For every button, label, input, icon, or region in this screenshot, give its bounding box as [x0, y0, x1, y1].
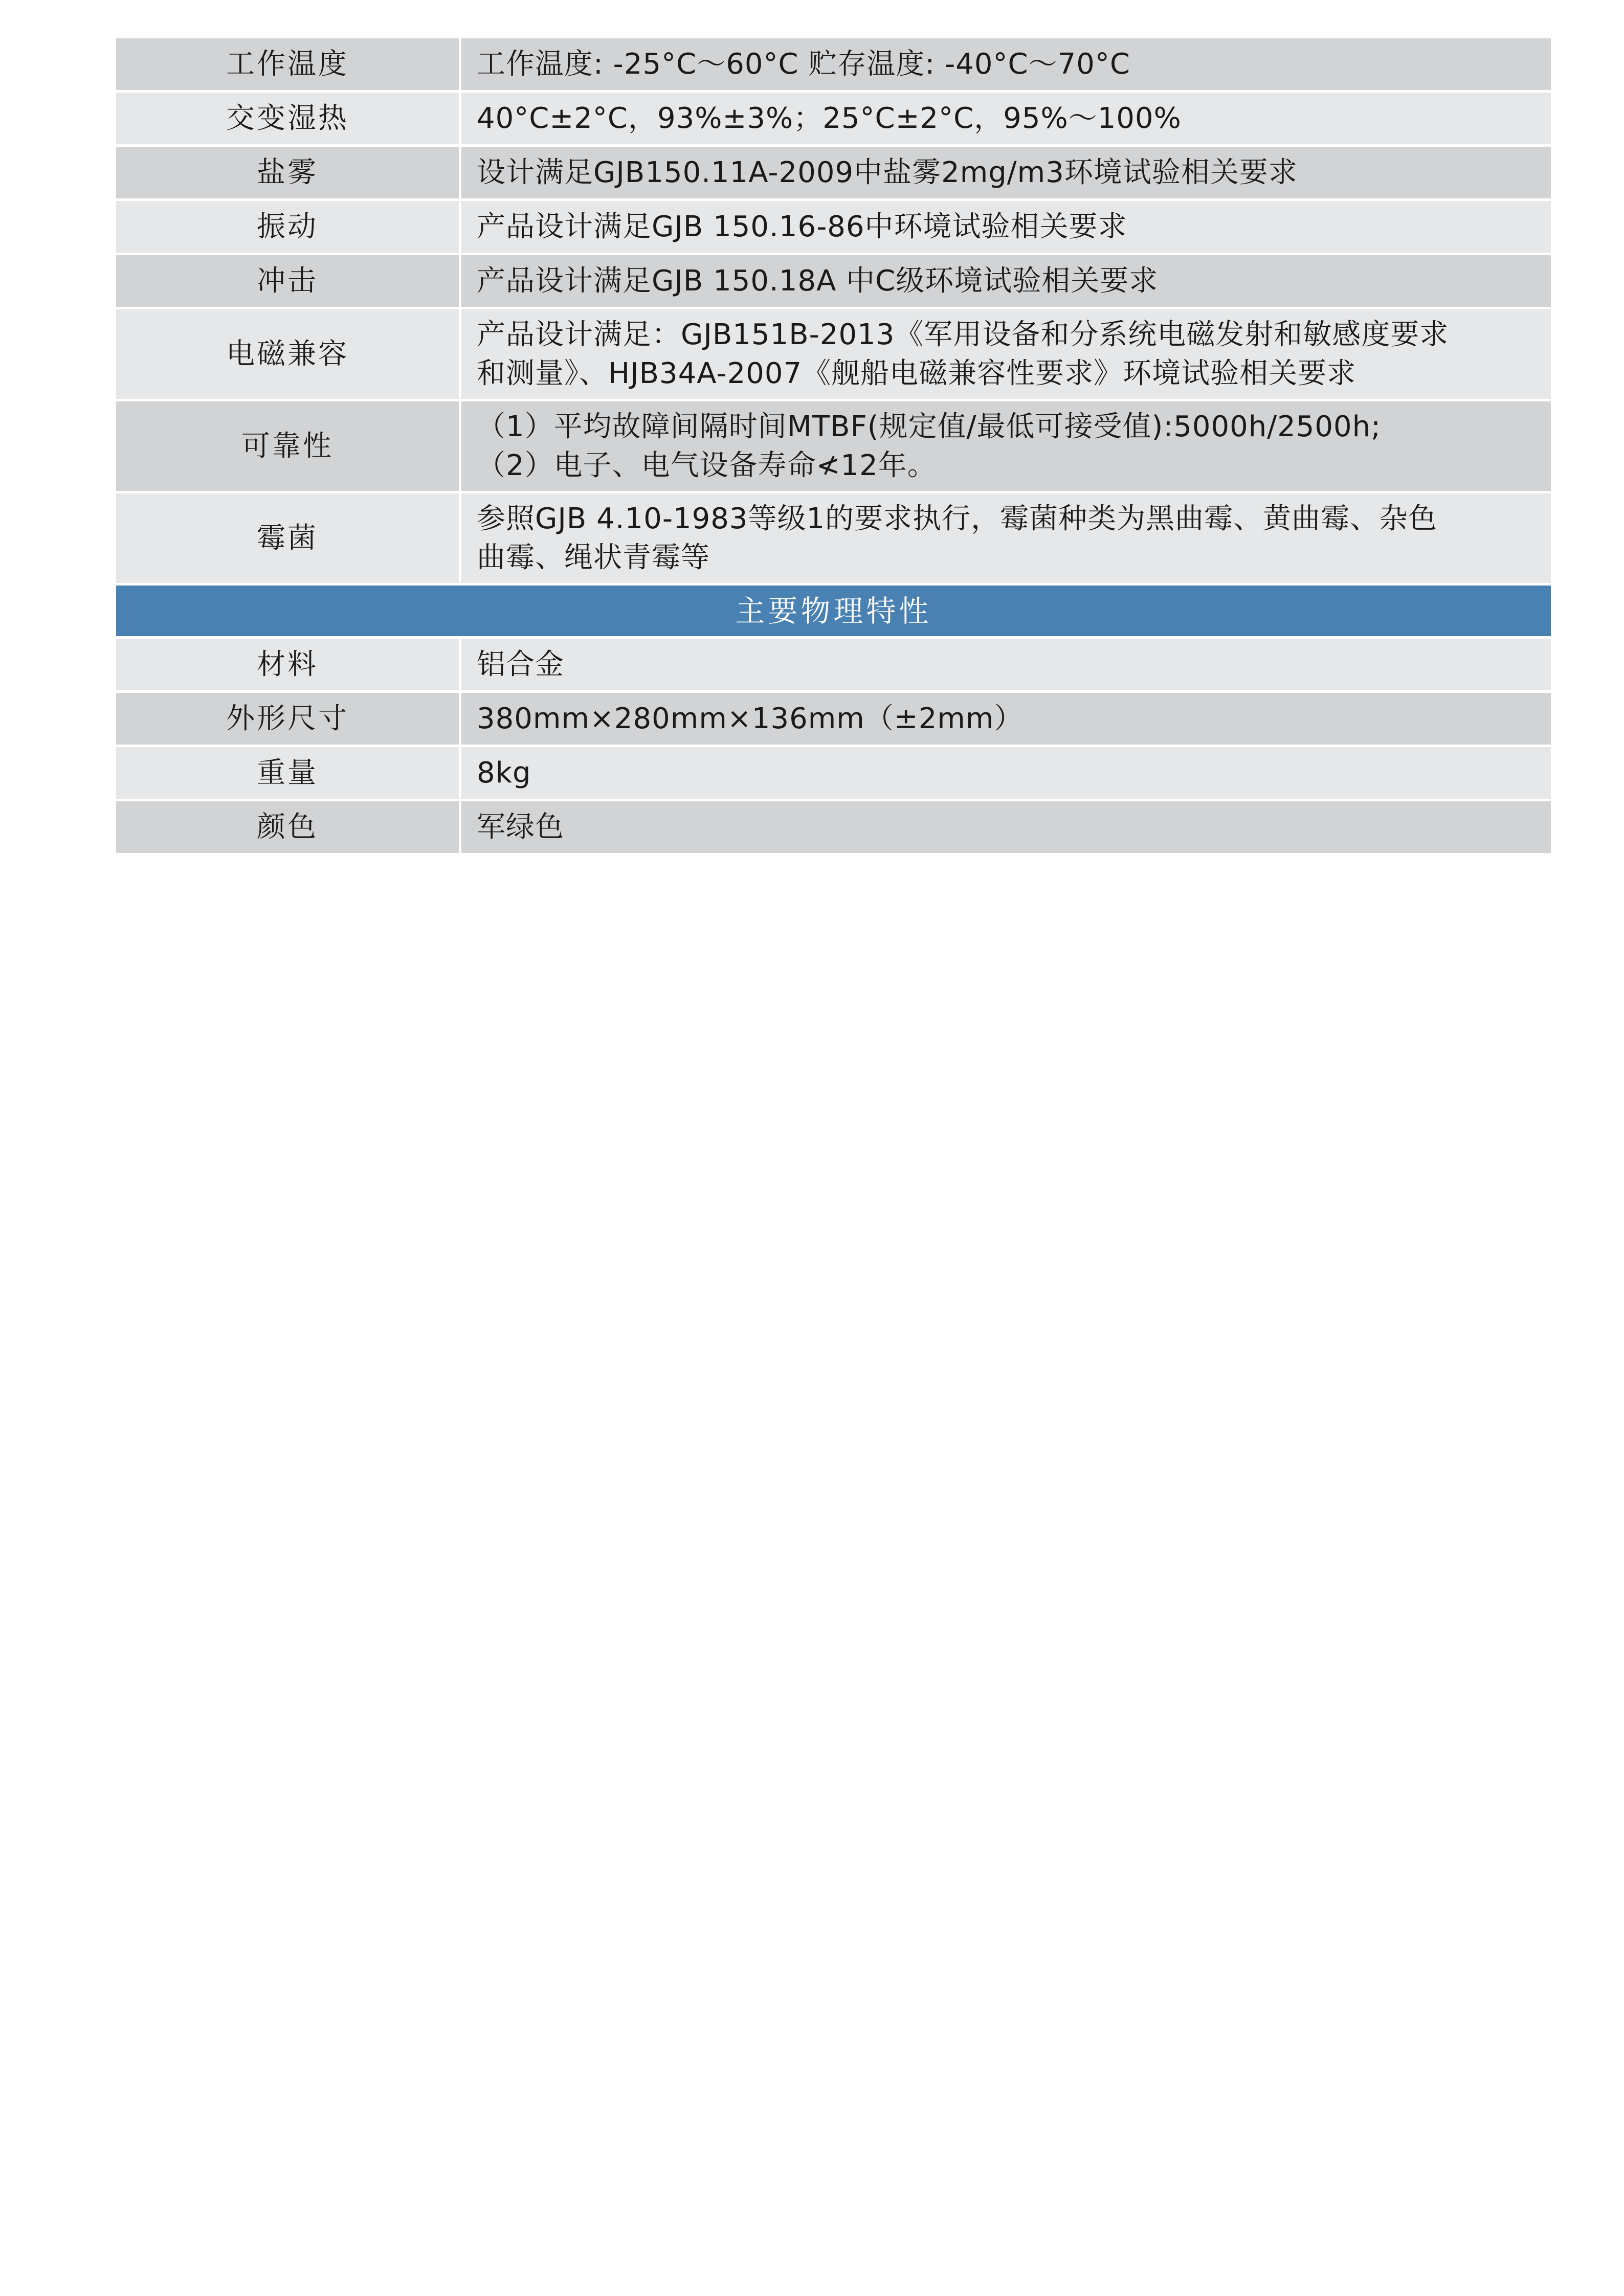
spec-label: 材料: [115, 638, 460, 692]
spec-value-line: 设计满足GJB150.11A-2009中盐雾2mg/m3环境试验相关要求: [477, 155, 1298, 189]
spec-row-material: [115, 638, 1552, 692]
spec-value-line: 工作温度: -25°C～60°C 贮存温度: -40°C～70°C: [477, 47, 1130, 81]
spec-label: 颜色: [115, 800, 460, 854]
spec-row-color: [115, 800, 1552, 854]
spec-row-mold: [115, 492, 1552, 584]
spec-value: [460, 92, 1552, 146]
spec-row-vibration: [115, 200, 1552, 254]
spec-label: 盐雾: [115, 146, 460, 200]
spec-value-line: 40°C±2°C，93%±3%；25°C±2°C，95%～100%: [477, 101, 1182, 135]
spec-value-line: 产品设计满足GJB 150.16-86中环境试验相关要求: [477, 210, 1127, 243]
section-header-title: 主要物理特性: [115, 584, 1552, 638]
spec-label: 霉菌: [115, 492, 460, 584]
spec-row-operating-temperature: [115, 37, 1552, 92]
spec-row-reliability: [115, 400, 1552, 492]
spec-label: 外形尺寸: [115, 692, 460, 746]
spec-label: 冲击: [115, 254, 460, 308]
spec-value: [460, 492, 1552, 584]
spec-row-damp-heat: [115, 92, 1552, 146]
spec-row-emc: [115, 308, 1552, 400]
spec-row-shock: [115, 254, 1552, 308]
spec-value: [460, 308, 1552, 400]
spec-row-salt-fog: [115, 146, 1552, 200]
spec-value: 380mm×280mm×136mm（±2mm）: [460, 692, 1552, 746]
spec-value: 8kg: [460, 746, 1552, 800]
spec-label: 重量: [115, 746, 460, 800]
spec-value: 铝合金: [460, 638, 1552, 692]
spec-value-line: 曲霉、绳状青霉等: [477, 541, 710, 574]
spec-value-line: （1）平均故障间隔时间MTBF(规定值/最低可接受值):5000h/2500h;: [477, 410, 1381, 443]
spec-value: [460, 146, 1552, 200]
spec-label: 交变湿热: [115, 92, 460, 146]
spec-value: [460, 400, 1552, 492]
spec-label: 可靠性: [115, 400, 460, 492]
spec-label: 电磁兼容: [115, 308, 460, 400]
spec-value-line: （2）电子、电气设备寿命≮12年。: [477, 448, 937, 482]
spec-value-line: 参照GJB 4.10-1983等级1的要求执行，霉菌种类为黑曲霉、黄曲霉、杂色: [477, 502, 1438, 535]
spec-row-weight: [115, 746, 1552, 800]
spec-value-line: 产品设计满足GJB 150.18A 中C级环境试验相关要求: [477, 264, 1159, 298]
spec-row-dimensions: [115, 692, 1552, 746]
spec-value: [460, 254, 1552, 308]
spec-value-line: 产品设计满足：GJB151B-2013《军用设备和分系统电磁发射和敏感度要求: [477, 318, 1449, 351]
spec-value: [460, 200, 1552, 254]
spec-value: 军绿色: [460, 800, 1552, 854]
spec-value-line: 和测量》、HJB34A-2007《舰船电磁兼容性要求》环境试验相关要求: [477, 356, 1356, 390]
spec-label: 振动: [115, 200, 460, 254]
spec-table: [114, 36, 1553, 856]
section-header-row: [115, 584, 1552, 638]
spec-value: [460, 37, 1552, 92]
spec-label: 工作温度: [115, 37, 460, 92]
